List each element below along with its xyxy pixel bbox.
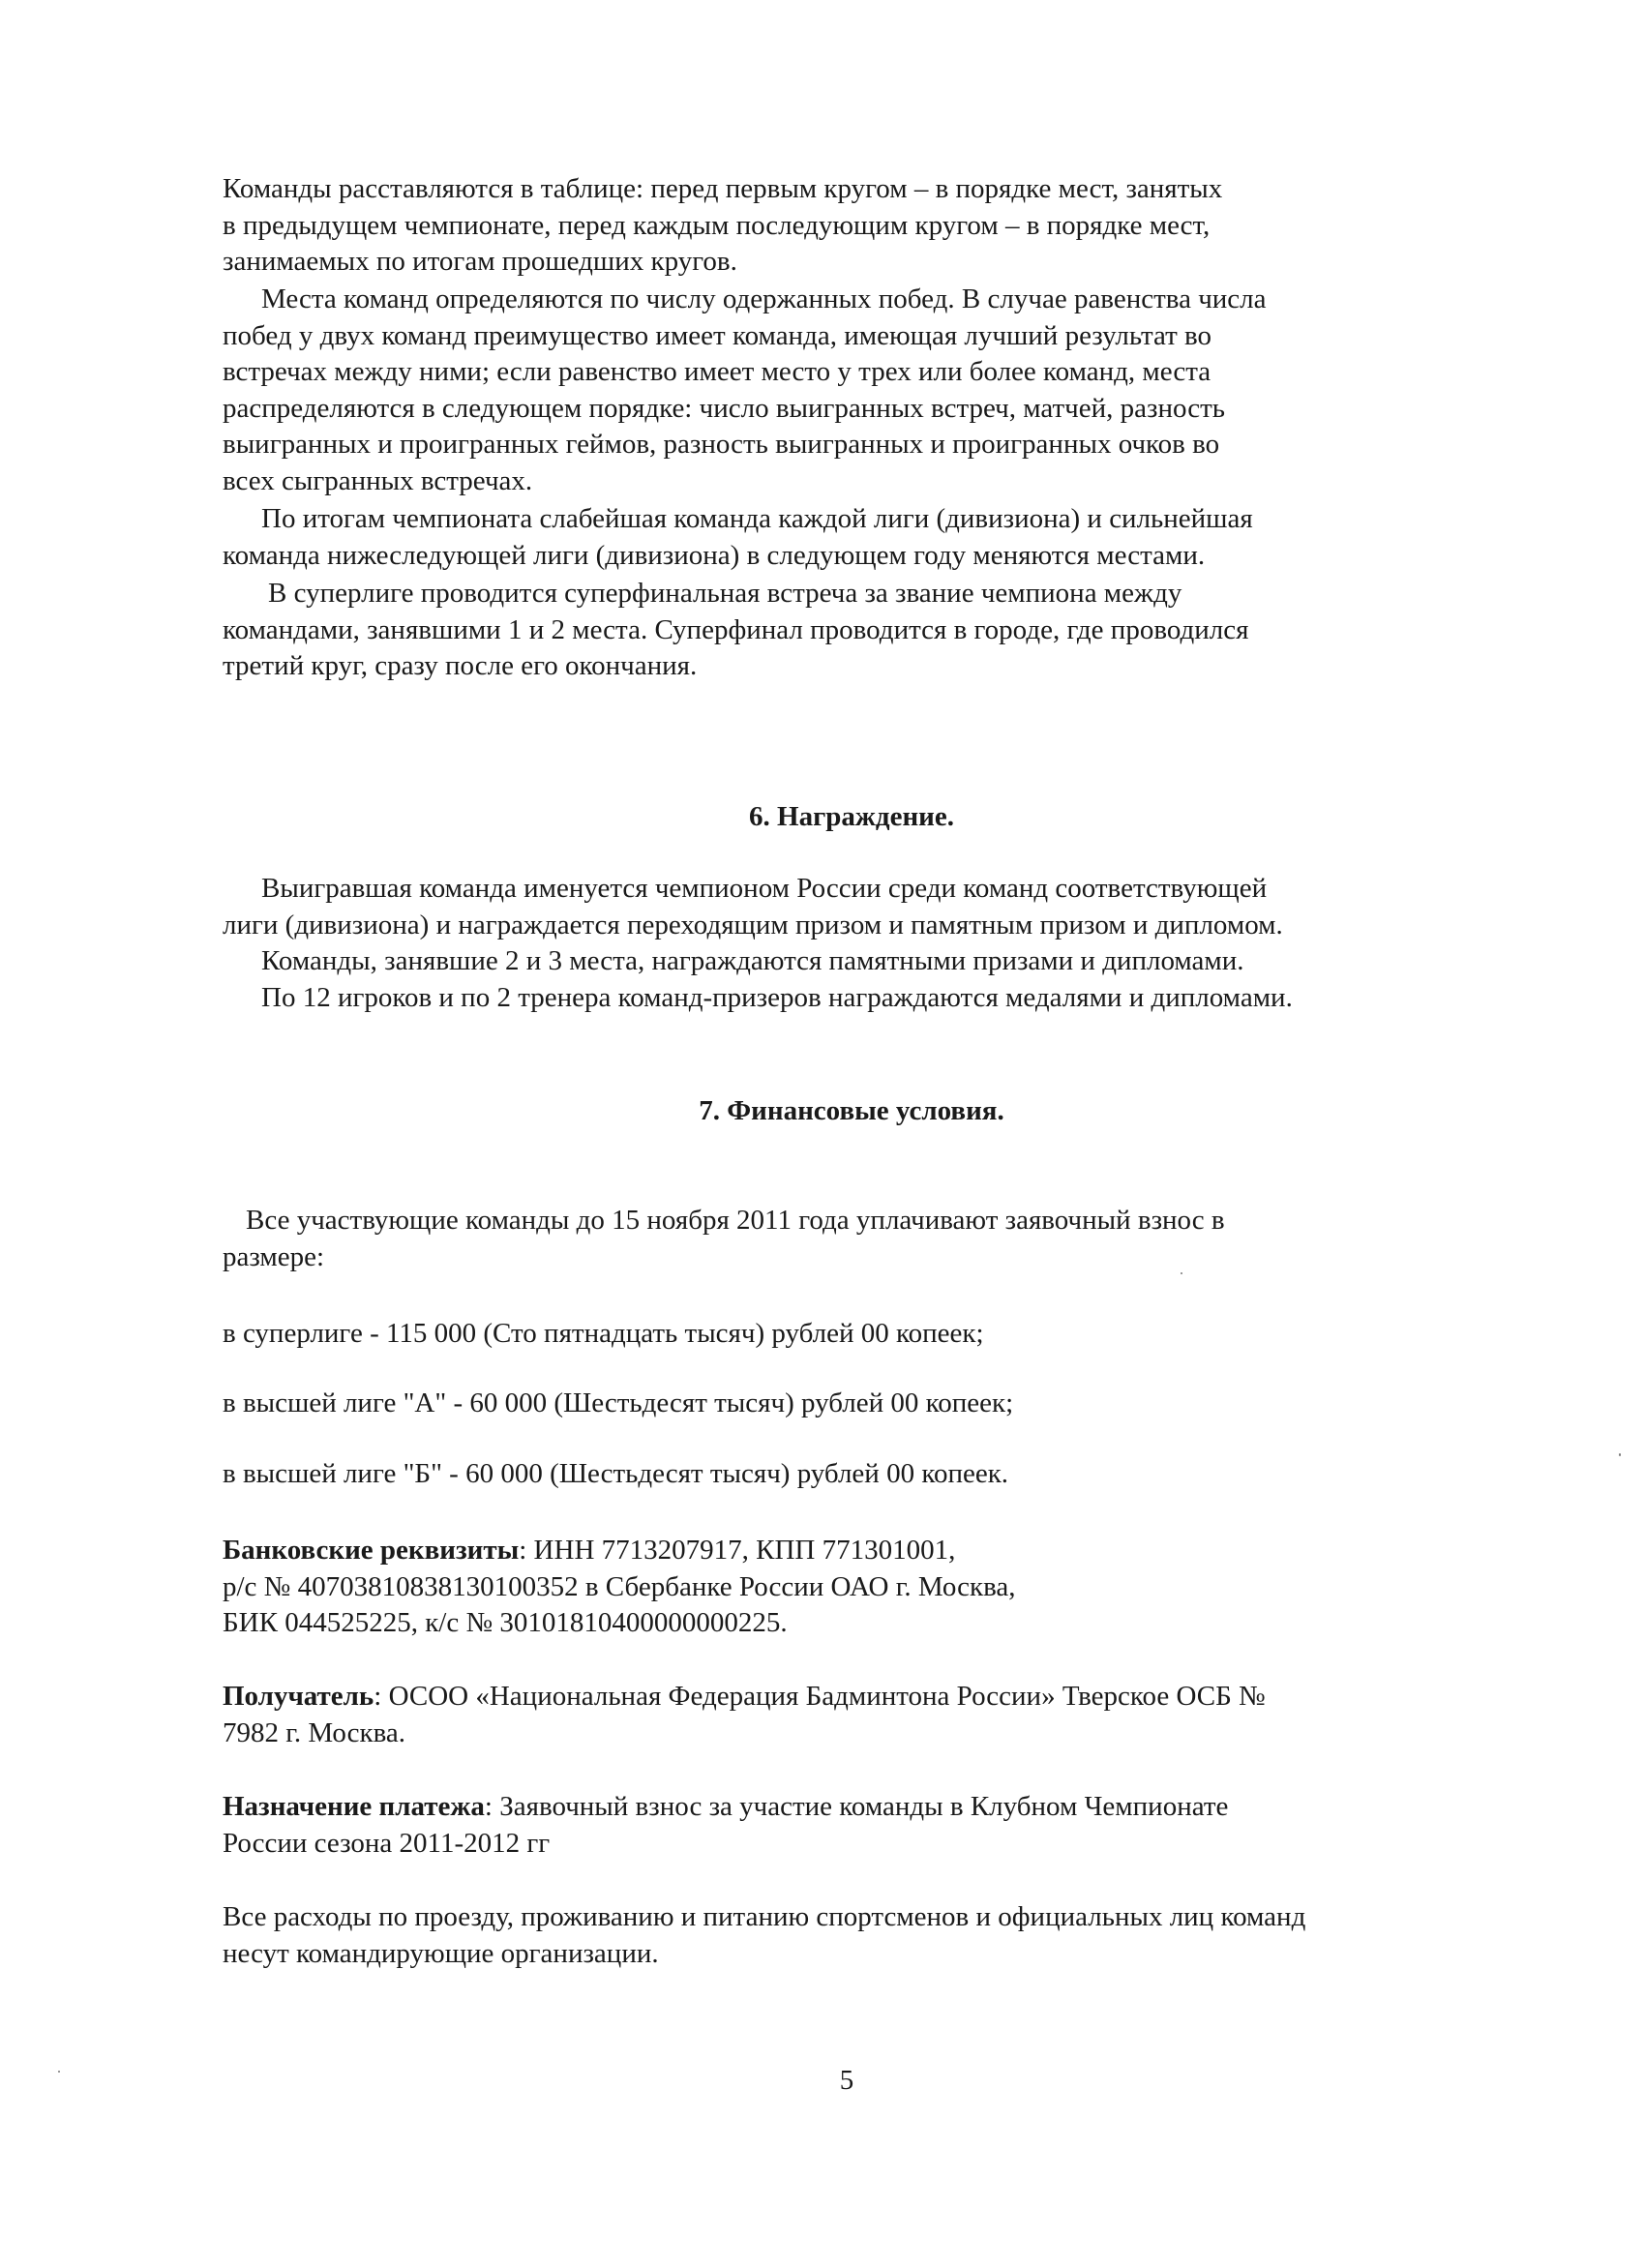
awards-paragraph	[223, 871, 1500, 1016]
text-line: лиги (дивизиона) и награждается переходящим призом и памятным призом и дипломом.	[223, 909, 1283, 940]
ranking-paragraph	[223, 282, 1500, 499]
recipient-label: Получатель	[223, 1681, 374, 1712]
superfinal-paragraph	[223, 576, 1500, 685]
payment-purpose	[223, 1789, 1500, 1862]
text-line: Команды расставляются в таблице: перед первым кругом – в порядке мест, занятых	[223, 173, 1223, 204]
text-line: Все участвующие команды до 15 ноября 2011 года уплачивают заявочный взнос в	[246, 1205, 1225, 1236]
text-line: занимаемых по итогам прошедших кругов.	[223, 246, 737, 277]
section-heading-finance: 7. Финансовые условия.	[699, 1095, 1004, 1126]
text-line: 7982 г. Москва.	[223, 1716, 406, 1748]
bank-details-value: : ИНН 7713207917, КПП 771301001,	[519, 1535, 956, 1566]
text-line	[223, 1679, 1500, 1716]
payment-purpose-label: Назначение платежа	[223, 1791, 485, 1822]
text-line: командами, занявшими 1 и 2 места. Суперфинал проводится в городе, где проводился	[223, 613, 1249, 645]
relegation-paragraph	[223, 501, 1500, 574]
text-line: в предыдущем чемпионате, перед каждым последующим кругом – в порядке мест,	[223, 209, 1211, 241]
bank-details	[223, 1533, 1500, 1642]
text-line: Выигравшая команда именуется чемпионом России среди команд соответствующей	[261, 873, 1268, 904]
placement-paragraph	[223, 171, 1500, 281]
fee-intro-paragraph	[223, 1203, 1500, 1275]
text-line: размере:	[223, 1240, 325, 1272]
expenses-paragraph	[223, 1899, 1500, 1972]
text-line: Все расходы по проезду, проживанию и питанию спортсменов и официальных лиц команд	[223, 1901, 1306, 1932]
scan-speck	[58, 2071, 60, 2073]
recipient	[223, 1679, 1500, 1751]
fee-high-league-b: в высшей лиге "Б" - 60 000 (Шестьдесят тысяч) рублей 00 копеек.	[223, 1458, 1009, 1489]
text-line: По итогам чемпионата слабейшая команда каждой лиги (дивизиона) и сильнейшая	[261, 503, 1253, 534]
text-line: выигранных и проигранных геймов, разность выигранных и проигранных очков во	[223, 429, 1220, 460]
fee-high-league-a: в высшей лиге "А" - 60 000 (Шестьдесят тысяч) рублей 00 копеек;	[223, 1388, 1014, 1418]
recipient-value: : ОСОО «Национальная Федерация Бадминтона России» Тверское ОСБ №	[374, 1681, 1266, 1712]
text-line: побед у двух команд преимущество имеет команда, имеющая лучший результат во	[223, 319, 1212, 351]
text-line: третий круг, сразу после его окончания.	[223, 650, 698, 681]
text-line: БИК 044525225, к/с № 30101810400000000225.	[223, 1607, 788, 1638]
scan-speck	[1619, 1453, 1621, 1456]
text-line: В суперлиге проводится суперфинальная встреча за звание чемпиона между	[268, 578, 1182, 609]
text-line: несут командирующие организации.	[223, 1937, 659, 1969]
text-line: России сезона 2011-2012 гг	[223, 1827, 551, 1859]
text-line: Места команд определяются по числу одержанных побед. В случае равенства числа	[261, 284, 1267, 314]
page-number: 5	[839, 2065, 854, 2096]
text-line: команда нижеследующей лиги (дивизиона) в следующем году меняются местами.	[223, 539, 1206, 571]
bank-details-label: Банковские реквизиты	[223, 1535, 520, 1566]
scan-speck	[1181, 1272, 1182, 1274]
payment-purpose-value: : Заявочный взнос за участие команды в Клубном Чемпионате	[484, 1791, 1229, 1822]
section-heading-awards: 6. Награждение.	[749, 801, 954, 832]
text-line: р/с № 40703810838130100352 в Сбербанке России ОАО г. Москва,	[223, 1570, 1016, 1602]
text-line: встречах между ними; если равенство имеет место у трех или более команд, места	[223, 356, 1211, 387]
fee-superleague: в суперлиге - 115 000 (Сто пятнадцать тысяч) рублей 00 копеек;	[223, 1318, 984, 1349]
text-line: всех сыгранных встречах.	[223, 464, 533, 496]
text-line	[223, 1789, 1500, 1826]
text-line: распределяются в следующем порядке: число выигранных встреч, матчей, разность	[223, 392, 1225, 424]
text-line	[223, 1533, 1500, 1569]
text-line: Команды, занявшие 2 и 3 места, награждаются памятными призами и дипломами.	[261, 945, 1244, 976]
text-line: По 12 игроков и по 2 тренера команд-призеров награждаются медалями и дипломами.	[261, 981, 1293, 1013]
